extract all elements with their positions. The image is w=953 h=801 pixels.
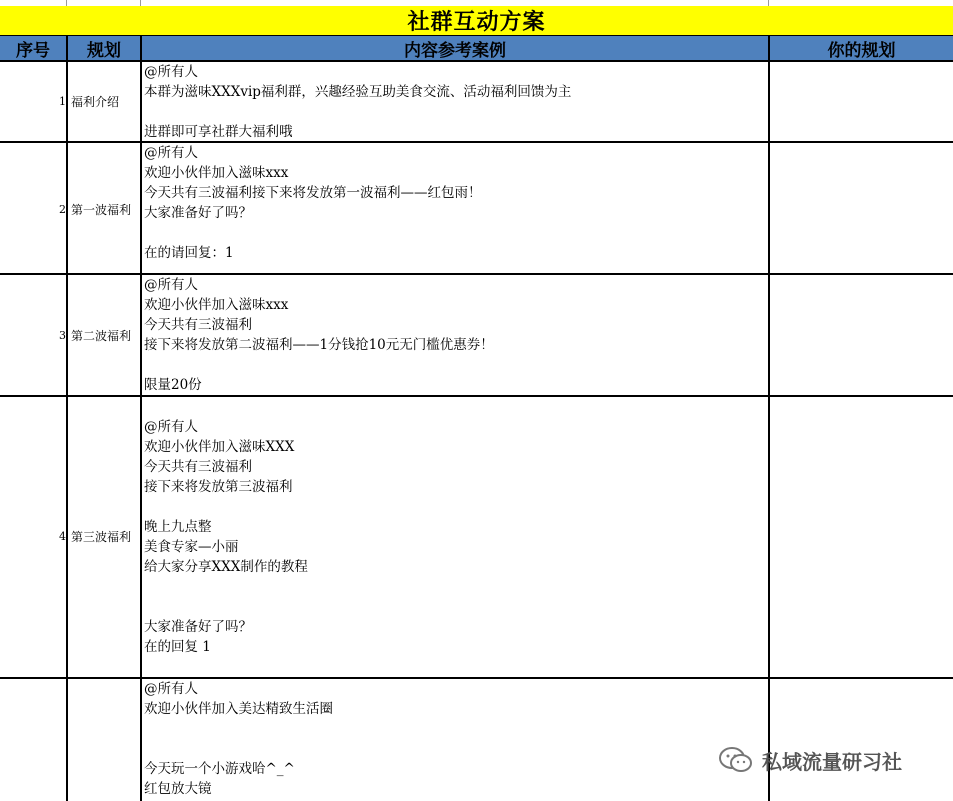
content-line: 进群即可享社群大福利哦 xyxy=(144,124,293,140)
row-index[interactable]: 4 xyxy=(59,530,66,543)
content-line: 接下来将发放第二波福利——1分钱抢10元无门槛优惠券！ xyxy=(144,337,494,353)
watermark xyxy=(718,742,902,778)
row-index[interactable]: 1 xyxy=(59,95,66,108)
content-line: 大家准备好了吗？ xyxy=(144,619,252,635)
content-line: 欢迎小伙伴加入美达精致生活圈 xyxy=(144,701,333,717)
header-your-plan[interactable]: 你的规划 xyxy=(827,40,896,61)
content-line: 晚上九点整 xyxy=(144,519,212,535)
row-content[interactable] xyxy=(144,143,764,263)
content-line: @所有人 xyxy=(144,64,198,80)
header-index[interactable]: 序号 xyxy=(0,36,68,60)
content-line: 红包放大镜 xyxy=(144,781,212,797)
watermark-text: 私域流量研习社 xyxy=(762,749,902,774)
content-line xyxy=(144,497,764,517)
row-label[interactable]: 第一波福利 xyxy=(71,203,132,217)
header-plan-type[interactable]: 规划 xyxy=(68,36,142,60)
content-line: @所有人 xyxy=(144,681,198,697)
content-line: @所有人 xyxy=(144,419,198,435)
sheet-title[interactable]: 社群互动方案 xyxy=(0,6,953,36)
content-line xyxy=(144,355,764,375)
grid-line xyxy=(140,62,142,801)
content-line xyxy=(144,739,764,759)
content-line xyxy=(144,577,764,597)
grid-line xyxy=(66,62,68,801)
content-line: 今天共有三波福利 xyxy=(144,459,252,475)
content-line: 今天共有三波福利 xyxy=(144,317,252,333)
grid-line xyxy=(768,62,770,801)
row-content[interactable] xyxy=(144,397,764,657)
row-label[interactable]: 第三波福利 xyxy=(71,530,132,544)
content-line: 限量20份 xyxy=(144,377,202,393)
content-line xyxy=(144,102,764,122)
content-line xyxy=(144,397,764,417)
content-line: 欢迎小伙伴加入滋味XXX xyxy=(144,439,295,455)
content-line: 接下来将发放第三波福利 xyxy=(144,479,293,495)
header-content-example[interactable]: 内容参考案例 xyxy=(142,36,770,60)
content-line: 今天玩一个小游戏哈^_^ xyxy=(144,761,295,777)
content-line: @所有人 xyxy=(144,145,198,161)
row-content[interactable] xyxy=(144,62,764,142)
row-index[interactable]: 3 xyxy=(59,329,66,342)
content-line: 欢迎小伙伴加入滋味xxx xyxy=(144,297,289,313)
content-line xyxy=(144,597,764,617)
row-label[interactable]: 第二波福利 xyxy=(71,329,132,343)
content-line: 欢迎小伙伴加入滋味xxx xyxy=(144,165,289,181)
row-index[interactable]: 2 xyxy=(59,203,66,216)
content-line xyxy=(144,719,764,739)
content-line: 在的回复 1 xyxy=(144,639,211,655)
content-line: @所有人 xyxy=(144,277,198,293)
row-label[interactable]: 福利介绍 xyxy=(71,95,120,109)
content-line: 本群为滋味XXXvip福利群，兴趣经验互助美食交流、活动福利回馈为主 xyxy=(144,84,572,100)
content-line: 美食专家—小丽 xyxy=(144,539,239,555)
row-content[interactable] xyxy=(144,275,764,395)
content-line: 给大家分享XXX制作的教程 xyxy=(144,559,308,575)
content-line: 在的请回复：1 xyxy=(144,245,234,261)
wechat-icon xyxy=(718,745,754,775)
content-line: 大家准备好了吗？ xyxy=(144,205,252,221)
row-content[interactable] xyxy=(144,679,764,799)
content-line xyxy=(144,223,764,243)
header-row xyxy=(0,36,953,62)
content-line: 今天共有三波福利接下来将发放第一波福利——红包雨！ xyxy=(144,185,482,201)
